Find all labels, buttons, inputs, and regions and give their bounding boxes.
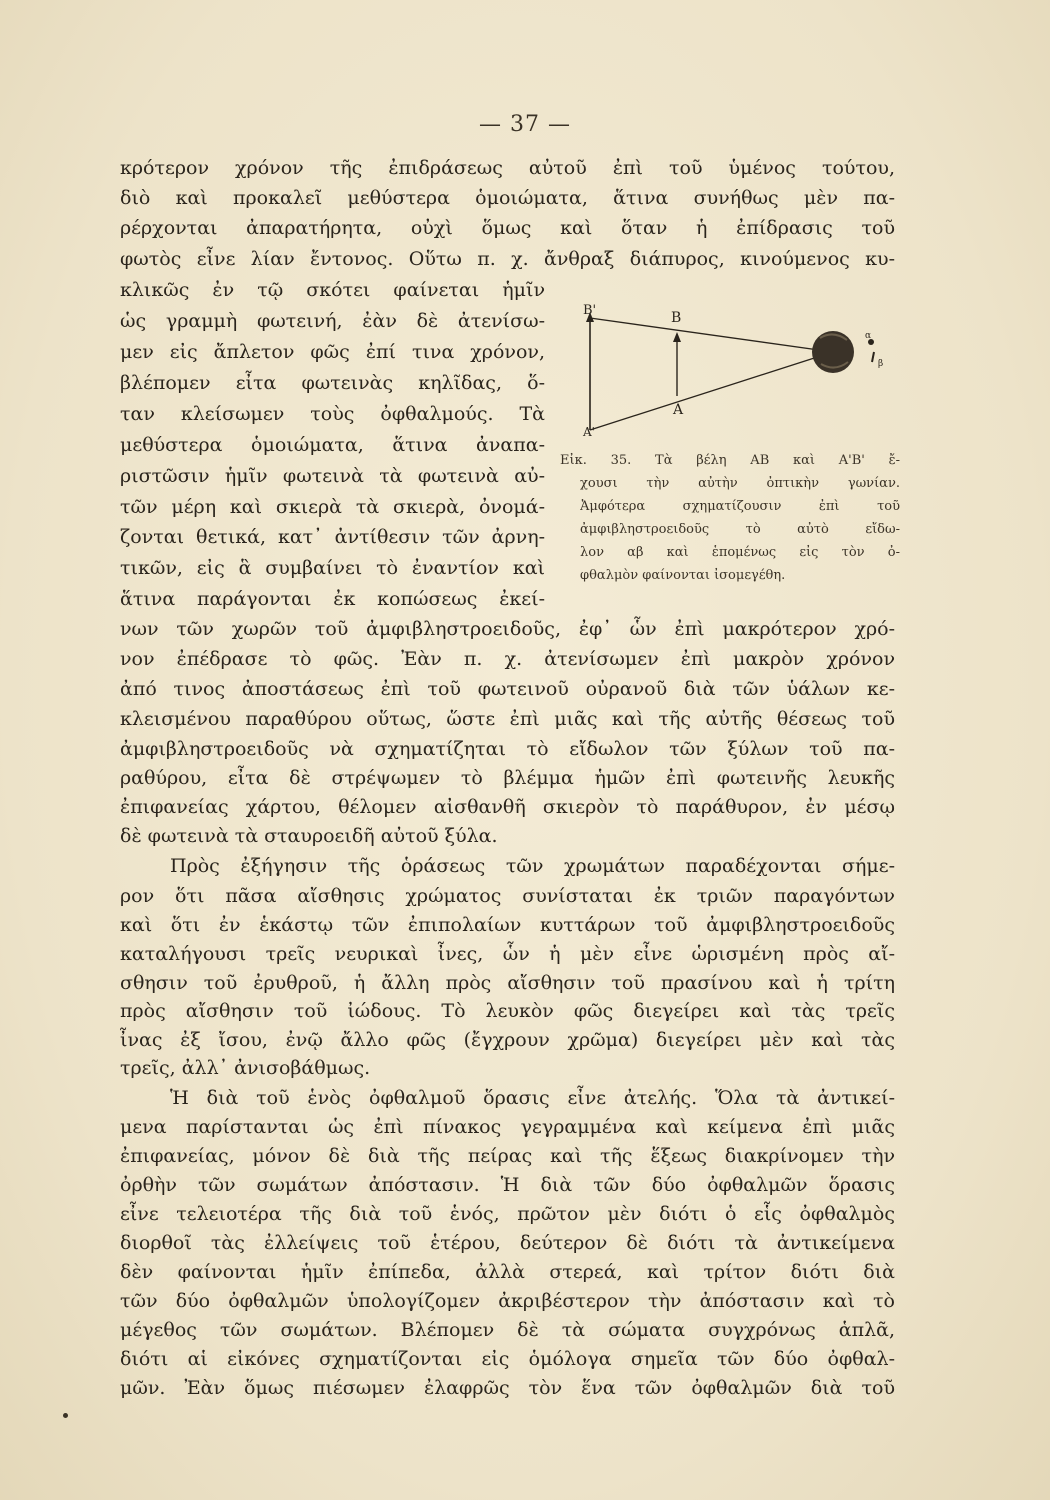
text-line: βλέπομεν εἶτα φωτεινὰς κηλῖδας, ὅ- xyxy=(120,372,545,394)
text-line: ἶνας ἐξ ἴσου, ἐνῷ ἄλλο φῶς (ἔγχρουν χρῶμα) διεγείρει μὲν καὶ τὰς xyxy=(120,1029,895,1051)
figure-caption-line: φθαλμὸν φαίνονται ἰσομεγέθη. xyxy=(580,568,786,583)
text-line: δὲ φωτεινὰ τὰ σταυροειδῆ αὐτοῦ ξύλα. xyxy=(120,825,498,847)
upper-ray xyxy=(590,318,833,352)
text-line: ραθύρου, εἶτα δὲ στρέψωμεν τὸ βλέμμα ἡμῶν ἐπὶ φωτεινῆς λευκῆς xyxy=(120,767,895,789)
text-line: σθησιν τοῦ ἐρυθροῦ, ἡ ἄλλη πρὸς αἴσθησιν τοῦ πρασίνου καὶ ἡ τρίτη xyxy=(120,972,895,994)
figure-caption-line: Εἰκ. 35. Τὰ βέλη ΑΒ καὶ Α'Β' ἔ- xyxy=(560,453,900,468)
text-line: μενα παρίστανται ὡς ἐπὶ πίνακος γεγραμμένα καὶ κείμενα ἐπὶ μιᾶς xyxy=(120,1116,895,1138)
text-line: τῶν δύο ὀφθαλμῶν ὑπολογίζομεν ἀκριβέστερον τὴν ἀπόστασιν καὶ τὸ xyxy=(120,1290,895,1312)
text-line: μεθύστερα ὁμοιώματα, ἅτινα ἀναπα- xyxy=(120,434,545,456)
text-line: μεν εἰς ἄπλετον φῶς ἐπί τινα χρόνον, xyxy=(120,341,545,363)
label-a-prime: A' xyxy=(583,425,595,439)
text-line: μέγεθος τῶν σωμάτων. Βλέπομεν δὲ τὰ σώματα συγχρόνως ἁπλᾶ, xyxy=(120,1319,895,1341)
figure-caption-line: χουσι τὴν αὐτὴν ὀπτικὴν γωνίαν. xyxy=(580,476,900,491)
text-line: ρέρχονται ἀπαρατήρητα, οὐχὶ ὅμως καὶ ὅταν ἡ ἐπίδρασις τοῦ xyxy=(120,217,895,239)
text-line: τρεῖς, ἀλλ᾽ ἀνισοβάθμως. xyxy=(120,1057,371,1079)
label-small-beta: β xyxy=(878,359,884,369)
figure-caption-line: λον αβ καὶ ἑπομένως εἰς τὸν ὀ- xyxy=(580,545,900,560)
label-small-alpha: α xyxy=(865,331,872,341)
text-line: εἶνε τελειοτέρα τῆς διὰ τοῦ ἑνός, πρῶτον μὲν διότι ὁ εἷς ὀφθαλμὸς xyxy=(120,1203,895,1225)
ink-speck xyxy=(63,1413,68,1418)
label-b-prime: B' xyxy=(583,303,597,318)
lower-ray xyxy=(590,352,833,430)
text-line: ἐπιφανείας, μόνον δὲ διὰ τῆς πείρας καὶ τῆς ἕξεως διακρίνομεν τὴν xyxy=(120,1145,895,1167)
text-line: ριστῶσιν ἡμῖν φωτεινὰ τὰ φωτεινὰ αὐ- xyxy=(120,465,545,487)
text-line: ταν κλείσωμεν τοὺς ὀφθαλμούς. Τὰ xyxy=(120,403,545,425)
text-line: ἀμφιβληστροειδοῦς νὰ σχηματίζηται τὸ εἴδωλον τῶν ξύλων τοῦ πα- xyxy=(120,738,895,760)
label-b: B xyxy=(671,310,682,326)
text-line: καὶ ὅτι ἐν ἑκάστῳ τῶν ἐπιπολαίων κυττάρων τοῦ ἀμφιβληστροειδοῦς xyxy=(120,914,895,936)
text-line: νον ἐπέδρασε τὸ φῶς. Ἐὰν π. χ. ἀτενίσωμεν ἐπὶ μακρὸν χρόνον xyxy=(120,648,895,670)
page-number: — 37 — xyxy=(479,112,571,137)
text-line: δὲν φαίνονται ἡμῖν ἐπίπεδα, ἀλλὰ στερεά, καὶ τρίτον διότι διὰ xyxy=(120,1261,895,1283)
text-line: ὀρθὴν τῶν σωμάτων ἀπόστασιν. Ἡ διὰ τῶν δύο ὀφθαλμῶν ὅρασις xyxy=(120,1174,895,1196)
text-line: Ἡ διὰ τοῦ ἑνὸς ὀφθαλμοῦ ὅρασις εἶνε ἀτελής. Ὅλα τὰ ἀντικεί- xyxy=(170,1087,895,1109)
text-line: ἅτινα παράγονται ἐκ κοπώσεως ἐκεί- xyxy=(120,588,545,610)
text-line: ρον ὅτι πᾶσα αἴσθησις χρώματος συνίσταται ἐκ τριῶν παραγόντων xyxy=(120,885,895,907)
text-line: καταλήγουσι τρεῖς νευρικαὶ ἶνες, ὧν ἡ μὲν εἶνε ὡρισμένη πρὸς αἴ- xyxy=(120,943,895,965)
text-line: διορθοῖ τὰς ἐλλείψεις τοῦ ἑτέρου, δεύτερον δὲ διότι τὰ ἀντικείμενα xyxy=(120,1232,895,1254)
text-line: ἐπιφανείας χάρτου, θέλομεν αἰσθανθῆ σκιερὸν τὸ παράθυρον, ἐν μέσῳ xyxy=(120,796,895,818)
optics-figure xyxy=(575,290,910,455)
text-line: τικῶν, εἰς ἃ συμβαίνει τὸ ἐναντίον καὶ xyxy=(120,557,545,579)
text-line: διὸ καὶ προκαλεῖ μεθύστερα ὁμοιώματα, ἅτινα συνήθως μὲν πα- xyxy=(120,187,895,209)
figure-caption-line: Ἀμφότερα σχηματίζουσιν ἐπὶ τοῦ xyxy=(580,499,900,514)
text-line: ζονται θετικά, κατ᾽ ἀντίθεσιν τῶν ἀρνη- xyxy=(120,526,545,548)
text-line: φωτὸς εἶνε λίαν ἔντονος. Οὕτω π. χ. ἄνθραξ διάπυρος, κινούμενος κυ- xyxy=(120,248,895,270)
text-line: κλικῶς ἐν τῷ σκότει φαίνεται ἡμῖν xyxy=(120,279,545,301)
text-line: Πρὸς ἐξήγησιν τῆς ὁράσεως τῶν χρωμάτων παραδέχονται σήμε- xyxy=(170,855,895,877)
text-line: ὡς γραμμὴ φωτεινή, ἐὰν δὲ ἀτενίσω- xyxy=(120,310,545,332)
text-line: πρὸς αἴσθησιν τοῦ ἰώδους. Τὸ λευκὸν φῶς διεγείρει καὶ τὰς τρεῖς xyxy=(120,1000,895,1022)
figure-caption-line: ἀμφιβληστροειδοῦς τὸ αὐτὸ εἴδω- xyxy=(580,522,900,537)
text-line: τῶν μέρη καὶ σκιερὰ τὰ σκιερὰ, ὀνομά- xyxy=(120,496,545,518)
text-line: κλεισμένου παραθύρου οὕτως, ὥστε ἐπὶ μιᾶς καὶ τῆς αὐτῆς θέσεως τοῦ xyxy=(120,708,895,730)
text-line: ἀπό τινος ἀποστάσεως ἐπὶ τοῦ φωτεινοῦ οὐρανοῦ διὰ τῶν ὑάλων κε- xyxy=(120,678,895,700)
label-a: A xyxy=(673,402,684,418)
text-line: διότι αἱ εἰκόνες σχηματίζονται εἰς ὁμόλογα σημεῖα τῶν δύο ὀφθαλ- xyxy=(120,1348,895,1370)
text-line: νων τῶν χωρῶν τοῦ ἀμφιβληστροειδοῦς, ἐφ᾽ ὧν ἐπὶ μακρότερον χρό- xyxy=(120,618,895,640)
text-line: κρότερον χρόνον τῆς ἐπιδράσεως αὐτοῦ ἐπὶ τοῦ ὑμένος τούτου, xyxy=(120,157,895,179)
text-line: μῶν. Ἐὰν ὅμως πιέσωμεν ἐλαφρῶς τὸν ἕνα τῶν ὀφθαλμῶν διὰ τοῦ xyxy=(120,1377,895,1399)
